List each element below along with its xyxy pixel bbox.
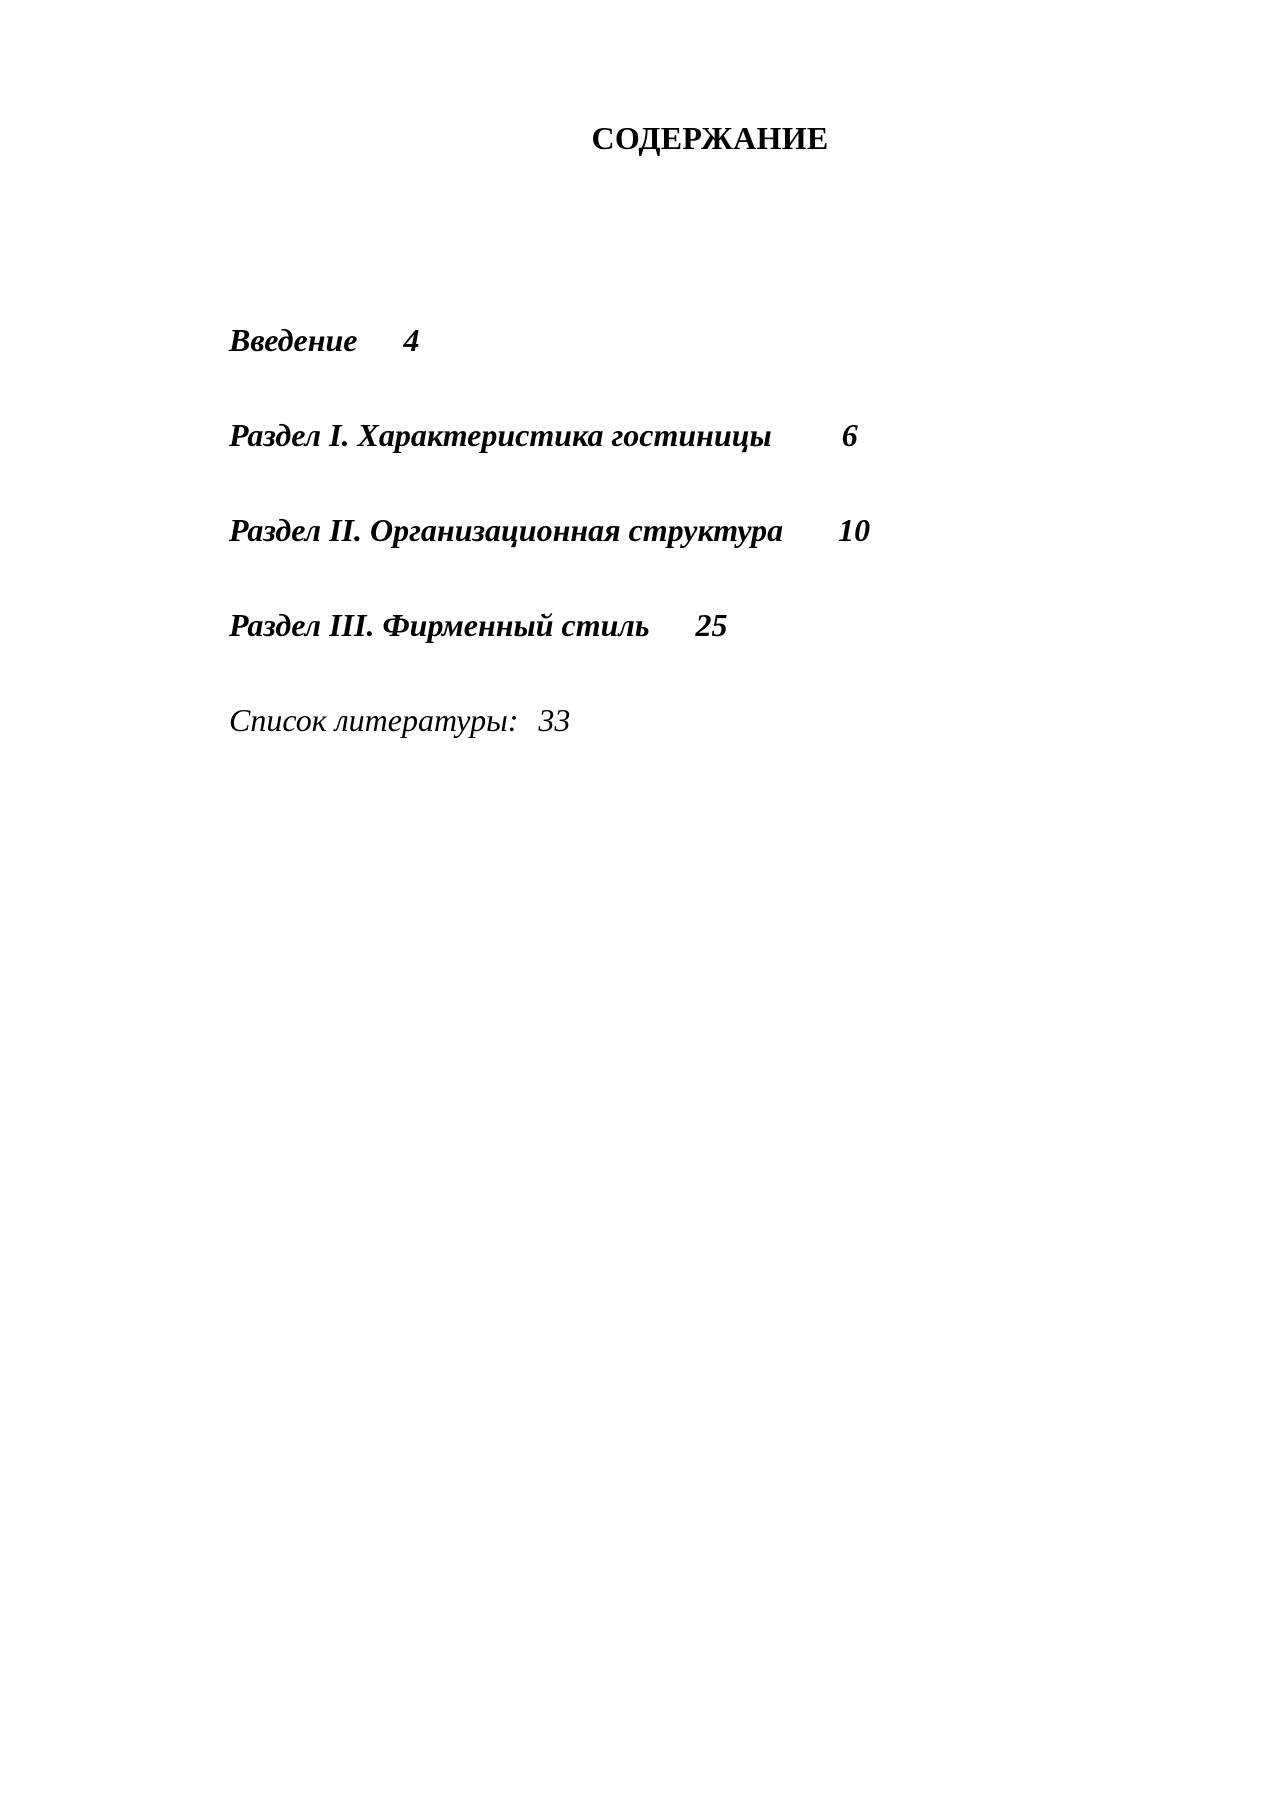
toc-entry-label: Введение (229, 322, 358, 358)
toc-entry-bibliography (229, 700, 870, 795)
toc-entry-page-number: 33 (538, 702, 571, 738)
toc-entry-label: Раздел III. Фирменный стиль (229, 607, 650, 643)
toc-entry-section-3 (229, 605, 870, 700)
toc-entry-page-number: 10 (838, 512, 871, 548)
toc-entry-section-1 (229, 415, 870, 510)
toc-entry-section-2 (229, 510, 870, 605)
table-of-contents (229, 320, 870, 795)
toc-entry-page-number: 25 (695, 607, 728, 643)
toc-entry-introduction (229, 320, 870, 415)
toc-entry-page-number: 4 (403, 322, 420, 358)
toc-entry-label: Список литературы: (229, 702, 519, 738)
page-title: СОДЕРЖАНИЕ (591, 120, 829, 156)
toc-entry-page-number: 6 (841, 417, 858, 453)
toc-entry-label: Раздел II. Организационная структура (229, 512, 784, 548)
toc-entry-label: Раздел I. Характеристика гостиницы (229, 417, 772, 453)
